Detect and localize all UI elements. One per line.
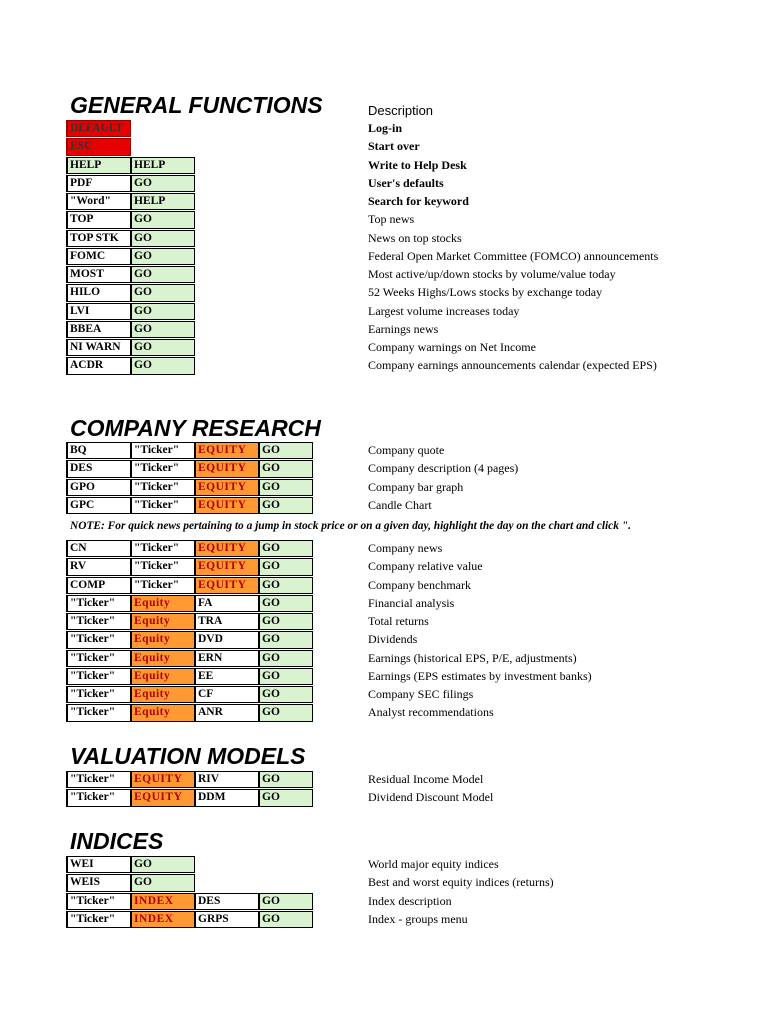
key-cell: GO	[258, 460, 313, 477]
key-cell: FOMC	[66, 248, 131, 265]
key-cell: "Ticker"	[66, 771, 131, 788]
key-cell: GO	[258, 577, 313, 594]
key-description: Company earnings announcements calendar (expected EPS)	[368, 358, 657, 373]
key-cell: WEIS	[66, 874, 131, 891]
key-cell: Equity	[130, 704, 195, 721]
key-description: Index - groups menu	[368, 911, 468, 926]
key-cell: "Ticker"	[130, 479, 195, 496]
general-functions-title: GENERAL FUNCTIONS	[70, 92, 323, 118]
key-cell: DEFAULT	[66, 120, 131, 137]
key-cell: CN	[66, 540, 131, 557]
key-cell: GO	[130, 339, 195, 356]
key-cell: GO	[130, 230, 195, 247]
key-cell: WEI	[66, 856, 131, 873]
key-cell: DES	[66, 460, 131, 477]
key-cell: Equity	[130, 668, 195, 685]
key-description: Dividends	[368, 632, 418, 647]
key-cell: "Ticker"	[66, 613, 131, 630]
key-description: Largest volume increases today	[368, 303, 520, 318]
key-description: Candle Chart	[368, 497, 432, 512]
key-cell: HELP	[66, 157, 131, 174]
key-description: News on top stocks	[368, 230, 462, 245]
key-cell: GO	[258, 442, 313, 459]
key-description: Most active/up/down stocks by volume/value today	[368, 267, 616, 281]
key-cell: GO	[258, 558, 313, 575]
key-description: Earnings (historical EPS, P/E, adjustments)	[368, 650, 577, 665]
key-description: Index description	[368, 893, 452, 908]
key-cell: COMP	[66, 577, 131, 594]
key-description: 52 Weeks Highs/Lows stocks by exchange today	[368, 285, 603, 300]
key-cell: GPC	[66, 497, 131, 514]
key-cell: GO	[130, 211, 195, 228]
key-cell: "Ticker"	[130, 497, 195, 514]
key-cell: GO	[258, 686, 313, 703]
chart-news-note: NOTE: For quick news pertaining to a jump in stock price or on a given day, highlight the day on the chart and click ".	[70, 520, 631, 532]
key-cell: GO	[258, 668, 313, 685]
key-description: Federal Open Market Committee (FOMCO) announcements	[368, 248, 659, 263]
key-cell: GO	[130, 856, 195, 873]
key-cell: INDEX	[130, 893, 195, 910]
key-cell: FA	[194, 595, 259, 612]
key-description: Company SEC filings	[368, 687, 474, 701]
key-cell: EQUITY	[194, 558, 259, 575]
key-description: Dividend Discount Model	[368, 790, 494, 805]
key-cell: "Ticker"	[66, 595, 131, 612]
key-cell: PDF	[66, 175, 131, 192]
key-cell: "Word"	[66, 193, 131, 210]
key-cell: GO	[258, 631, 313, 648]
key-cell: DDM	[194, 789, 259, 806]
key-cell: Equity	[130, 595, 195, 612]
description-header: Description	[368, 103, 434, 118]
key-description: Earnings (EPS estimates by investment banks)	[368, 668, 592, 683]
key-cell: GO	[258, 595, 313, 612]
key-cell: GO	[130, 266, 195, 283]
key-cell: GO	[258, 789, 313, 806]
key-cell: EQUITY	[194, 460, 259, 477]
key-cell: "Ticker"	[66, 911, 131, 928]
key-description: Company bar graph	[368, 479, 464, 494]
key-cell: NI WARN	[66, 339, 131, 356]
key-cell: EQUITY	[194, 479, 259, 496]
key-description: Residual Income Model	[368, 772, 484, 786]
key-description: Earnings news	[368, 321, 439, 336]
key-cell: GO	[258, 771, 313, 788]
key-cell: "Ticker"	[130, 540, 195, 557]
key-cell: EQUITY	[194, 577, 259, 594]
key-cell: GO	[258, 893, 313, 910]
key-cell: EQUITY	[194, 540, 259, 557]
key-cell: "Ticker"	[66, 668, 131, 685]
key-cell: GO	[130, 357, 195, 374]
key-cell: EQUITY	[130, 771, 195, 788]
key-cell: BBEA	[66, 321, 131, 338]
key-cell: "Ticker"	[66, 704, 131, 721]
key-cell: DVD	[194, 631, 259, 648]
key-cell: RV	[66, 558, 131, 575]
key-cell: GO	[258, 479, 313, 496]
key-description: Company quote	[368, 443, 445, 457]
company-research-title: COMPANY RESEARCH	[70, 415, 321, 441]
key-cell: Equity	[130, 686, 195, 703]
key-cell: GO	[130, 303, 195, 320]
key-cell: INDEX	[130, 911, 195, 928]
key-cell: "Ticker"	[66, 631, 131, 648]
key-cell: CF	[194, 686, 259, 703]
key-cell: "Ticker"	[66, 789, 131, 806]
key-cell: EQUITY	[130, 789, 195, 806]
key-cell: GO	[258, 650, 313, 667]
key-cell: TOP STK	[66, 230, 131, 247]
key-cell: HELP	[130, 157, 195, 174]
key-cell: EQUITY	[194, 497, 259, 514]
key-cell: GO	[130, 321, 195, 338]
key-cell: GPO	[66, 479, 131, 496]
key-description: Start over	[368, 139, 420, 154]
key-cell: "Ticker"	[66, 893, 131, 910]
key-cell: TOP	[66, 211, 131, 228]
key-cell: ESC	[66, 138, 131, 155]
key-cell: HELP	[130, 193, 195, 210]
key-cell: "Ticker"	[130, 460, 195, 477]
key-cell: BQ	[66, 442, 131, 459]
key-description: Search for keyword	[368, 194, 469, 208]
key-description: Company warnings on Net Income	[368, 340, 536, 354]
key-cell: Equity	[130, 631, 195, 648]
key-description: Company news	[368, 541, 443, 555]
key-description: Analyst recommendations	[368, 705, 494, 720]
key-cell: LVI	[66, 303, 131, 320]
key-cell: GO	[258, 497, 313, 514]
indices-title: INDICES	[70, 828, 164, 854]
key-cell: GO	[258, 704, 313, 721]
key-description: World major equity indices	[368, 857, 499, 871]
key-description: Company benchmark	[368, 577, 471, 592]
valuation-models-title: VALUATION MODELS	[70, 743, 306, 769]
key-description: User's defaults	[368, 175, 444, 190]
key-cell: GO	[258, 911, 313, 928]
key-cell: RIV	[194, 771, 259, 788]
key-cell: DES	[194, 893, 259, 910]
key-cell: GRPS	[194, 911, 259, 928]
key-cell: GO	[130, 248, 195, 265]
key-description: Log-in	[368, 121, 403, 135]
key-cell: Equity	[130, 650, 195, 667]
key-cell: GO	[130, 175, 195, 192]
key-cell: TRA	[194, 613, 259, 630]
key-description: Total returns	[368, 614, 429, 628]
key-cell: "Ticker"	[130, 442, 195, 459]
key-cell: HILO	[66, 284, 131, 301]
key-description: Top news	[368, 212, 415, 227]
key-cell: ACDR	[66, 357, 131, 374]
key-cell: ERN	[194, 650, 259, 667]
key-cell: "Ticker"	[130, 558, 195, 575]
key-cell: "Ticker"	[66, 686, 131, 703]
key-cell: GO	[258, 613, 313, 630]
key-cell: EQUITY	[194, 442, 259, 459]
key-cell: EE	[194, 668, 259, 685]
key-cell: GO	[258, 540, 313, 557]
key-description: Financial analysis	[368, 595, 455, 610]
key-cell: Equity	[130, 613, 195, 630]
key-description: Write to Help Desk	[368, 157, 467, 172]
key-cell: GO	[130, 874, 195, 891]
key-description: Best and worst equity indices (returns)	[368, 875, 554, 890]
key-cell: MOST	[66, 266, 131, 283]
key-description: Company description (4 pages)	[368, 461, 519, 476]
key-cell: "Ticker"	[130, 577, 195, 594]
key-cell: ANR	[194, 704, 259, 721]
key-description: Company relative value	[368, 559, 483, 574]
key-cell: GO	[130, 284, 195, 301]
key-cell: "Ticker"	[66, 650, 131, 667]
